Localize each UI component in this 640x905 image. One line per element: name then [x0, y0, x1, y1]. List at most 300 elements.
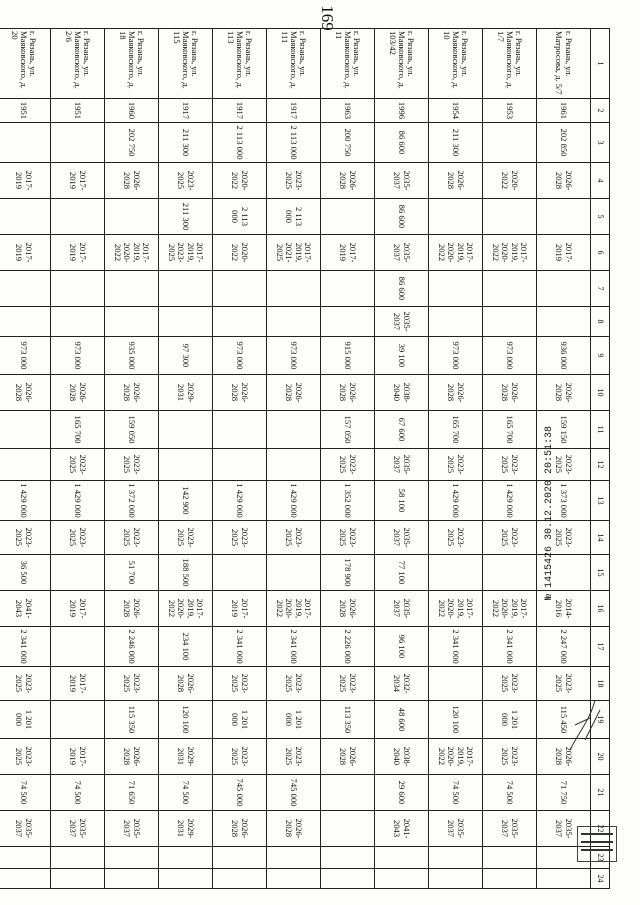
table-cell: 165 700 — [429, 411, 483, 449]
table-cell: 2029-2031 — [159, 739, 213, 775]
table-cell — [429, 307, 483, 337]
column-header: 14 — [591, 521, 610, 555]
table-cell: 1 429 000 — [429, 481, 483, 521]
table-cell: 1 201 000 — [0, 701, 51, 739]
table-cell: 936 000 — [537, 337, 591, 375]
table-cell: 2026-2028 — [429, 375, 483, 411]
table-cell — [483, 123, 537, 163]
address-cell: г. Рязань, ул. Маяковского, д. 115 — [159, 29, 213, 99]
table-cell: 2017-2019, 2020-2022 — [105, 235, 159, 271]
table-cell: 973 000 — [213, 337, 267, 375]
table-cell: 2023-2025 — [267, 739, 321, 775]
signature — [560, 680, 610, 760]
table-cell: 115 450 — [537, 701, 591, 739]
table-cell: 2023-2025 — [105, 521, 159, 555]
table-cell: 2023-2025 — [537, 449, 591, 481]
table-cell: 2023-2025 — [537, 667, 591, 701]
table-cell: 71 750 — [537, 775, 591, 811]
table-row — [51, 29, 105, 889]
table-cell: 2017-2019 — [537, 235, 591, 271]
column-header: 4 — [591, 163, 610, 199]
table-cell: 1 201 000 — [483, 701, 537, 739]
address-cell: г. Рязань, ул. Матросова, д. 5/7 — [537, 29, 591, 99]
table-cell: 973 000 — [51, 337, 105, 375]
column-header: 17 — [591, 627, 610, 667]
table-cell: 2023-2025 — [0, 739, 51, 775]
table-cell: 2026-2028 — [267, 375, 321, 411]
table-cell — [483, 199, 537, 235]
table-cell — [51, 307, 105, 337]
table-cell: 2 113 000 — [267, 123, 321, 163]
table-cell — [483, 847, 537, 869]
table-cell: 2023-2025 — [321, 667, 375, 701]
table-cell — [537, 869, 591, 889]
table-cell: 2023-2025 — [267, 163, 321, 199]
table-cell — [429, 667, 483, 701]
table-cell: 2035-2037 — [375, 307, 429, 337]
table-cell: 1 201 000 — [213, 701, 267, 739]
table-cell: 2026-2028 — [105, 375, 159, 411]
table-cell — [483, 869, 537, 889]
document-footer: № 1415426 30.12.2020 20:51:38 — [544, 425, 555, 600]
table-cell: 71 650 — [105, 775, 159, 811]
column-header: 6 — [591, 235, 610, 271]
table-cell — [51, 555, 105, 591]
table-cell: 2026-2028 — [213, 375, 267, 411]
column-header: 19 — [591, 701, 610, 739]
column-header: 7 — [591, 271, 610, 307]
table-cell — [213, 555, 267, 591]
table-cell — [51, 123, 105, 163]
table-cell: 2017-2019 — [0, 163, 51, 199]
table-cell: 1 429 000 — [0, 481, 51, 521]
table-cell — [267, 411, 321, 449]
address-cell: г. Рязань, ул. Маяковского, д. 111 — [267, 29, 321, 99]
table-cell: 120 100 — [159, 701, 213, 739]
table-cell: 2023-2025 — [483, 521, 537, 555]
table-cell — [537, 199, 591, 235]
column-header: 13 — [591, 481, 610, 521]
table-cell: 2017-2019, 2020-2022 — [483, 591, 537, 627]
table-cell: 2017-2019 — [51, 163, 105, 199]
table-cell — [429, 199, 483, 235]
table-cell: 2038-2040 — [375, 375, 429, 411]
table-cell: 2026-2028 — [213, 811, 267, 847]
table-cell: 159 050 — [105, 411, 159, 449]
table-cell: 2 341 000 — [429, 627, 483, 667]
table-cell: 39 100 — [375, 337, 429, 375]
address-cell: г. Рязань, ул. Маяковского, д. 11 — [321, 29, 375, 99]
table-cell: 2017-2019 — [0, 235, 51, 271]
table-cell — [0, 449, 51, 481]
column-header: 1 — [591, 29, 610, 99]
table-cell — [375, 869, 429, 889]
table-cell: 2026-2028 — [51, 375, 105, 411]
table-cell: 2035-2037 — [375, 163, 429, 199]
table-cell: 1963 — [321, 99, 375, 123]
table-cell: 2 341 000 — [483, 627, 537, 667]
table-cell: 2 246 000 — [105, 627, 159, 667]
table-row — [321, 29, 375, 889]
table-cell: 36 500 — [0, 555, 51, 591]
table-cell: 1 429 000 — [51, 481, 105, 521]
table-cell: 1917 — [213, 99, 267, 123]
table-cell: 2023-2025 — [105, 449, 159, 481]
table-cell: 2035-2037 — [483, 811, 537, 847]
table-cell: 2 341 000 — [213, 627, 267, 667]
table-cell: 2023-2025 — [429, 521, 483, 555]
table-cell: 745 000 — [213, 775, 267, 811]
table-body — [0, 29, 591, 889]
table-cell: 2035-2037 — [375, 521, 429, 555]
table-cell: 2023-2025 — [105, 667, 159, 701]
table-cell: 1953 — [483, 99, 537, 123]
table-cell — [213, 449, 267, 481]
table-cell: 935 000 — [105, 337, 159, 375]
table-cell — [51, 271, 105, 307]
table-cell: 1 429 000 — [213, 481, 267, 521]
table-cell: 165 700 — [483, 411, 537, 449]
table-cell: 2 113 000 — [213, 199, 267, 235]
table-cell: 211 300 — [159, 199, 213, 235]
table-cell: 2017-2019, 2021-2025 — [267, 235, 321, 271]
table-cell: 2017-2019 — [51, 739, 105, 775]
table-cell: 1 429 000 — [267, 481, 321, 521]
table-cell: 973 000 — [483, 337, 537, 375]
table-cell: 2 113 000 — [267, 199, 321, 235]
table-row — [105, 29, 159, 889]
table-cell — [321, 271, 375, 307]
table-cell — [159, 449, 213, 481]
table-cell — [483, 271, 537, 307]
table-cell: 2 341 000 — [0, 627, 51, 667]
table-cell — [267, 449, 321, 481]
table-cell — [321, 775, 375, 811]
table-cell: 2041-2043 — [375, 811, 429, 847]
table-cell: 2023-2025 — [159, 521, 213, 555]
table-cell: 2026-2028 — [105, 163, 159, 199]
table-cell — [213, 869, 267, 889]
table-cell: 2020-2022 — [213, 163, 267, 199]
table-cell: 2 113 000 — [213, 123, 267, 163]
table-cell: 74 500 — [0, 775, 51, 811]
table-cell: 1954 — [429, 99, 483, 123]
table-cell — [213, 307, 267, 337]
table-cell — [267, 869, 321, 889]
capital-repair-table — [0, 28, 610, 889]
address-cell: г. Рязань, ул. Маяковского, д. 1/7 — [483, 29, 537, 99]
table-cell: 2026-2028 — [0, 375, 51, 411]
table-cell: 2029-2031 — [159, 375, 213, 411]
table-cell: 915 000 — [321, 337, 375, 375]
table-cell: 2023-2025 — [483, 449, 537, 481]
table-cell: 234 100 — [159, 627, 213, 667]
table-cell: 159 150 — [537, 411, 591, 449]
column-header: 18 — [591, 667, 610, 701]
table-cell: 74 500 — [159, 775, 213, 811]
table-cell: 2035-2037 — [0, 811, 51, 847]
table-cell: 1 352 000 — [321, 481, 375, 521]
table-cell — [0, 411, 51, 449]
column-header: 10 — [591, 375, 610, 411]
table-cell: 2026-2028 — [537, 375, 591, 411]
table-cell: 2026-2028 — [105, 591, 159, 627]
table-cell: 1960 — [105, 99, 159, 123]
table-cell: 2026-2028 — [483, 375, 537, 411]
table-cell — [51, 869, 105, 889]
table-cell: 2035-2037 — [429, 811, 483, 847]
table-cell: 2026-2028 — [321, 375, 375, 411]
table-cell — [51, 627, 105, 667]
table-cell: 1917 — [159, 99, 213, 123]
table-cell: 2023-2025 — [213, 739, 267, 775]
table-cell — [159, 271, 213, 307]
table-row — [375, 29, 429, 889]
table-cell — [429, 555, 483, 591]
table-cell: 2023-2025 — [213, 667, 267, 701]
table-cell: 2017-2019 — [51, 235, 105, 271]
table-cell: 157 050 — [321, 411, 375, 449]
table-cell: 2017-2019, 2020-2022 — [429, 235, 483, 271]
table-cell: 178 900 — [321, 555, 375, 591]
column-header: 21 — [591, 775, 610, 811]
table-cell: 2026-2028 — [321, 163, 375, 199]
table-cell: 2035-2037 — [375, 449, 429, 481]
table-cell: 2026-2028 — [537, 739, 591, 775]
table-row — [267, 29, 321, 889]
table-cell: 67 600 — [375, 411, 429, 449]
table-cell — [213, 271, 267, 307]
table-cell: 2 247 000 — [537, 627, 591, 667]
table-cell — [267, 555, 321, 591]
table-cell — [429, 271, 483, 307]
table-cell: 1 429 000 — [483, 481, 537, 521]
table-cell: 2023-2025 — [51, 449, 105, 481]
table-cell — [159, 847, 213, 869]
table-cell: 973 000 — [429, 337, 483, 375]
table-cell: 2035-2037 — [537, 811, 591, 847]
column-header: 9 — [591, 337, 610, 375]
table-cell — [321, 869, 375, 889]
table-cell: 2020-2022 — [483, 163, 537, 199]
table-cell: 2023-2025 — [51, 521, 105, 555]
address-cell: г. Рязань, ул. Маяковского, д. 18 — [105, 29, 159, 99]
table-cell — [159, 869, 213, 889]
table-cell: 97 300 — [159, 337, 213, 375]
table-cell: 74 500 — [483, 775, 537, 811]
table-cell — [105, 869, 159, 889]
table-row — [213, 29, 267, 889]
table-cell — [0, 271, 51, 307]
table-cell: 113 350 — [321, 701, 375, 739]
table-cell: 2035-2037 — [375, 235, 429, 271]
table-cell — [429, 847, 483, 869]
table-cell — [321, 307, 375, 337]
table-cell: 2020-2022 — [213, 235, 267, 271]
table-cell: 1917 — [267, 99, 321, 123]
table-cell: 2014-2016 — [537, 591, 591, 627]
table-cell: 120 100 — [429, 701, 483, 739]
table-cell: 2023-2025 — [483, 739, 537, 775]
table-cell: 86 600 — [375, 123, 429, 163]
table-cell: 2017-2019, 2020-2022 — [429, 591, 483, 627]
table-cell — [0, 307, 51, 337]
table-cell — [105, 271, 159, 307]
table-row — [429, 29, 483, 889]
table-cell: 2023-2025 — [483, 667, 537, 701]
table-row — [0, 29, 51, 889]
table-cell: 86 600 — [375, 271, 429, 307]
table-cell — [213, 411, 267, 449]
table-cell — [267, 307, 321, 337]
table-cell: 2017-2019 — [213, 591, 267, 627]
column-header: 22 — [591, 811, 610, 847]
table-cell: 48 600 — [375, 701, 429, 739]
table-cell: 973 000 — [267, 337, 321, 375]
column-header: 20 — [591, 739, 610, 775]
table-cell: 2026-2028 — [159, 667, 213, 701]
column-header: 3 — [591, 123, 610, 163]
table-cell: 2035-2037 — [51, 811, 105, 847]
table-cell: 2026-2028 — [105, 739, 159, 775]
table-cell: 1 372 000 — [105, 481, 159, 521]
table-cell: 29 600 — [375, 775, 429, 811]
column-header: 16 — [591, 591, 610, 627]
table-cell: 51 700 — [105, 555, 159, 591]
table-cell — [267, 847, 321, 869]
table-cell: 2026-2028 — [267, 811, 321, 847]
table-cell — [483, 307, 537, 337]
table-cell: 2035-2037 — [375, 591, 429, 627]
table-cell: 2035-2037 — [105, 811, 159, 847]
column-header: 23 — [591, 847, 610, 869]
table-cell — [0, 869, 51, 889]
address-cell: г. Рязань, ул. Маяковского, д. 2/6 — [51, 29, 105, 99]
table-cell: 77 100 — [375, 555, 429, 591]
table-cell: 2023-2025 — [0, 521, 51, 555]
table-frame — [10, 28, 610, 883]
table-cell: 2023-2025 — [321, 521, 375, 555]
table-cell: 142 900 — [159, 481, 213, 521]
table-cell — [429, 869, 483, 889]
address-cell: г. Рязань, ул. Маяковского, д. 20 — [0, 29, 51, 99]
table-row — [159, 29, 213, 889]
table-cell: 2023-2025 — [429, 449, 483, 481]
table-cell: 2038-2040 — [375, 739, 429, 775]
column-header: 2 — [591, 99, 610, 123]
column-header: 24 — [591, 869, 610, 889]
table-cell — [51, 199, 105, 235]
column-header: 8 — [591, 307, 610, 337]
table-cell: 211 300 — [159, 123, 213, 163]
table-cell: 1 373 000 — [537, 481, 591, 521]
table-cell: 2017-2019, 2020-2022 — [159, 591, 213, 627]
table-cell: 2041-2043 — [0, 591, 51, 627]
table-cell: 86 600 — [375, 199, 429, 235]
table-cell: 2017-2019, 2020-2022 — [267, 591, 321, 627]
address-cell: г. Рязань, ул. Маяковского, д. 10 — [429, 29, 483, 99]
table-cell: 2032-2034 — [375, 667, 429, 701]
column-header: 5 — [591, 199, 610, 235]
table-cell: 2026-2028 — [429, 163, 483, 199]
table-cell: 115 350 — [105, 701, 159, 739]
table-cell — [213, 847, 267, 869]
table-cell: 2023-2025 — [0, 667, 51, 701]
table-cell: 211 300 — [429, 123, 483, 163]
table-cell: 2017-2019 — [51, 591, 105, 627]
table-cell: 165 700 — [51, 411, 105, 449]
column-header: 11 — [591, 411, 610, 449]
table-cell: 2017-2019, 2020-2022 — [483, 235, 537, 271]
table-cell: 2029-2031 — [159, 811, 213, 847]
table-cell: 2017-2019 — [321, 235, 375, 271]
table-cell: 2023-2025 — [159, 163, 213, 199]
table-cell — [267, 271, 321, 307]
table-cell: 2023-2025 — [267, 521, 321, 555]
table-cell — [105, 199, 159, 235]
table-cell: 2017-2019, 2020-2022 — [429, 739, 483, 775]
table-cell: 1996 — [375, 99, 429, 123]
table-cell — [483, 555, 537, 591]
table-cell: 1 201 000 — [267, 701, 321, 739]
table-cell: 188 500 — [159, 555, 213, 591]
table-cell — [0, 123, 51, 163]
table-cell: 74 500 — [51, 775, 105, 811]
table-cell — [321, 199, 375, 235]
table-cell: 2023-2025 — [321, 449, 375, 481]
table-cell: 2 341 000 — [267, 627, 321, 667]
table-cell — [321, 811, 375, 847]
table-cell: 96 100 — [375, 627, 429, 667]
address-cell: г. Рязань, ул. Маяковского, д. 103/42 — [375, 29, 429, 99]
table-cell: 74 500 — [429, 775, 483, 811]
table-cell: 202 750 — [105, 123, 159, 163]
table-cell — [375, 847, 429, 869]
table-cell — [321, 847, 375, 869]
table-cell: 58 100 — [375, 481, 429, 521]
table-cell: 2026-2028 — [321, 591, 375, 627]
table-cell — [105, 847, 159, 869]
table-cell — [0, 847, 51, 869]
column-header: 15 — [591, 555, 610, 591]
table-cell: 2026-2028 — [321, 739, 375, 775]
table-cell: 1951 — [51, 99, 105, 123]
table-cell: 1951 — [0, 99, 51, 123]
table-cell: 200 750 — [321, 123, 375, 163]
table-cell — [51, 847, 105, 869]
column-header: 12 — [591, 449, 610, 481]
barcode-stamp — [577, 826, 617, 862]
table-cell — [0, 199, 51, 235]
table-cell: 2 226 000 — [321, 627, 375, 667]
table-cell: 2023-2025 — [537, 521, 591, 555]
table-cell: 2017-2019, 2023-2025 — [159, 235, 213, 271]
address-cell: г. Рязань, ул. Маяковского, д. 113 — [213, 29, 267, 99]
table-cell — [159, 411, 213, 449]
table-cell: 2023-2025 — [267, 667, 321, 701]
table-cell: 973 000 — [0, 337, 51, 375]
table-row — [483, 29, 537, 889]
table-cell: 2023-2025 — [213, 521, 267, 555]
table-cell: 2017-2019 — [51, 667, 105, 701]
table-cell — [159, 307, 213, 337]
table-cell: 202 850 — [537, 123, 591, 163]
table-cell — [51, 701, 105, 739]
table-cell: 2026-2028 — [537, 163, 591, 199]
table-cell — [105, 307, 159, 337]
table-cell: 1961 — [537, 99, 591, 123]
page-number: 169 — [318, 5, 337, 31]
